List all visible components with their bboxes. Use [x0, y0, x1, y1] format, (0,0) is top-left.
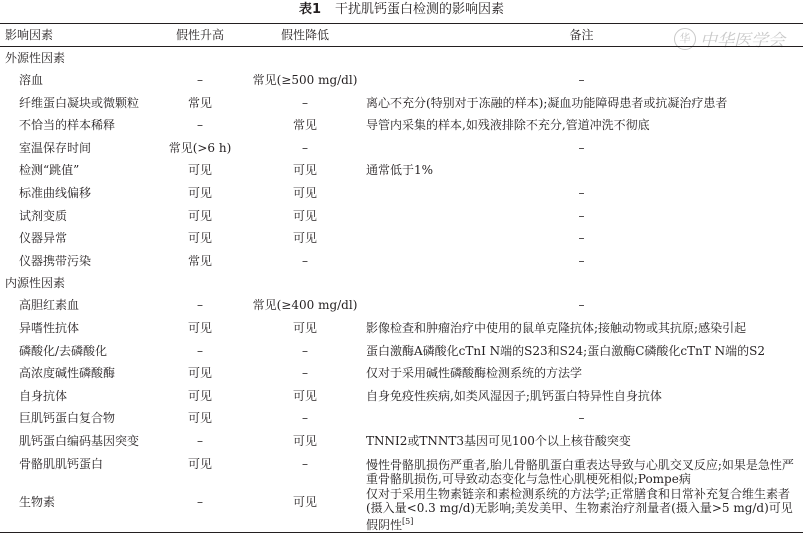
table-row [0, 159, 803, 182]
table-row [0, 92, 803, 115]
header-false-decrease: 假性降低 [250, 24, 360, 47]
decrease-cell: 常见(≥400 mg/dl) [252, 298, 358, 313]
increase-cell: – [197, 343, 203, 358]
decrease-cell: 可见 [292, 231, 317, 246]
factor-cell: 磷酸化/去磷酸化 [19, 343, 108, 358]
factor-cell: 检测“跳值” [19, 163, 80, 178]
increase-cell: 可见 [187, 320, 212, 335]
remark-cell: 仅对于采用碱性磷酸酶检测系统的方法学 [366, 366, 583, 381]
factor-cell: 骨骼肌肌钙蛋白 [19, 456, 104, 471]
increase-cell: 常见 [187, 253, 212, 268]
factor-cell: 溶血 [19, 73, 44, 87]
increase-cell: 常见 [187, 95, 212, 110]
header-false-increase: 假性升高 [150, 24, 250, 47]
factor-cell: 试剂变质 [19, 208, 68, 223]
remark-cell: – [578, 208, 585, 223]
table-row [0, 137, 803, 160]
increase-cell: 可见 [187, 163, 212, 178]
decrease-cell: – [302, 140, 308, 155]
decrease-cell: – [302, 456, 308, 471]
remark-cell: – [578, 73, 585, 87]
increase-cell: 可见 [187, 231, 212, 246]
decrease-cell: 可见 [250, 486, 360, 533]
watermark-text: 中华医学会 [700, 31, 785, 51]
table-row [0, 250, 803, 273]
table-row [0, 69, 803, 92]
table-row [0, 317, 803, 340]
decrease-cell: 可见 [292, 163, 317, 178]
decrease-cell: 可见 [292, 433, 317, 448]
remark-cell: – [578, 253, 585, 268]
table-row [0, 385, 803, 408]
seal-icon: 华 [674, 28, 696, 50]
table-row [0, 362, 803, 385]
remark-cell: – [578, 185, 585, 200]
table-row [0, 407, 803, 430]
table-row [0, 205, 803, 228]
decrease-cell: 常见(≥500 mg/dl) [252, 73, 358, 87]
remark-text: 仅对于采用生物素链亲和素检测系统的方法学;正常膳食和日常补充复合维生素者(摄入量<0.3 mg/d)无影响;美发美甲、生物素治疗剂量者(摄入量>5 mg/d)可见假阴性 [366, 486, 793, 532]
factor-cell: 室温保存时间 [19, 140, 92, 155]
factor-cell: 仪器携带污染 [19, 253, 92, 268]
decrease-cell: 可见 [292, 185, 317, 200]
decrease-cell: – [302, 343, 308, 358]
factor-cell: 高胆红素血 [19, 298, 80, 313]
table-row [0, 453, 803, 486]
increase-cell: – [197, 118, 203, 133]
remark-cell: – [578, 231, 585, 246]
table-row [0, 340, 803, 363]
header-row [0, 24, 803, 47]
remark-cell: 通常低于1% [366, 163, 434, 178]
increase-cell: 可见 [187, 366, 212, 381]
factor-cell: 高浓度碱性磷酸酶 [19, 366, 116, 381]
increase-cell: 可见 [187, 456, 212, 471]
remark-cell: 蛋白激酶A磷酸化cTnI N端的S23和S24;蛋白激酶C磷酸化cTnT N端的S2 [366, 343, 766, 358]
decrease-cell: – [302, 411, 308, 426]
increase-cell: 常见(>6 h) [168, 140, 232, 155]
header-factor: 影响因素 [0, 24, 150, 47]
remark-cell: – [578, 140, 585, 155]
remark-cell: TNNI2或TNNT3基因可见100个以上核苷酸突变 [366, 433, 631, 448]
increase-cell: – [150, 486, 250, 533]
remark-cell: 影像检查和肿瘤治疗中使用的鼠单克隆抗体;接触动物或其抗原;感染引起 [366, 320, 747, 335]
increase-cell: – [197, 433, 203, 448]
factor-cell: 自身抗体 [19, 388, 68, 403]
table-row [0, 486, 803, 533]
decrease-cell: – [302, 95, 308, 110]
table-row [0, 294, 803, 317]
decrease-cell: 可见 [292, 320, 317, 335]
reference-marker: [5] [402, 516, 414, 526]
decrease-cell: 可见 [292, 208, 317, 223]
factor-cell: 不恰当的样本稀释 [19, 118, 116, 133]
table-row [0, 182, 803, 205]
table-row [0, 227, 803, 250]
increase-cell: – [197, 298, 203, 313]
section-title-exogenous: 外源性因素 [5, 51, 66, 65]
factor-cell: 仪器异常 [19, 231, 68, 246]
interference-table [0, 23, 803, 533]
remark-cell: – [578, 298, 585, 313]
decrease-cell: – [302, 366, 308, 381]
decrease-cell: 常见 [292, 118, 317, 133]
increase-cell: 可见 [187, 388, 212, 403]
table-row [0, 430, 803, 453]
remark-cell: – [578, 411, 585, 426]
factor-cell: 生物素 [0, 486, 150, 533]
remark-cell: 自身免疫性疾病,如类风湿因子;肌钙蛋白特异性自身抗体 [366, 388, 662, 403]
header-remarks: 备注 [360, 24, 803, 47]
table-row [0, 114, 803, 137]
factor-cell: 肌钙蛋白编码基因突变 [19, 433, 140, 448]
increase-cell: – [197, 73, 203, 87]
decrease-cell: – [302, 253, 308, 268]
table-title: 干扰肌钙蛋白检测的影响因素 [335, 2, 505, 17]
table-caption [0, 0, 803, 20]
increase-cell: 可见 [187, 208, 212, 223]
remark-cell: 慢性骨骼肌损伤严重者,胎儿骨骼肌蛋白重表达导致与心肌交叉反应;如果是急性严重骨骼肌损伤,可导致动态变化与急性心肌梗死相似;Pompe病 [366, 457, 794, 486]
increase-cell: 可见 [187, 411, 212, 426]
remark-cell [360, 486, 803, 533]
factor-cell: 标准曲线偏移 [19, 185, 92, 200]
table-number: 表1 [298, 2, 322, 17]
section-title-endogenous: 内源性因素 [5, 276, 66, 291]
factor-cell: 异嗜性抗体 [19, 320, 80, 335]
remark-cell: 离心不充分(特别对于冻融的样本);凝血功能障碍患者或抗凝治疗患者 [366, 95, 728, 110]
increase-cell: 可见 [187, 185, 212, 200]
factor-cell: 纤维蛋白凝块或微颗粒 [19, 95, 140, 110]
factor-cell: 巨肌钙蛋白复合物 [19, 411, 116, 426]
decrease-cell: 可见 [292, 388, 317, 403]
remark-cell: 导管内采集的样本,如残液排除不充分,管道冲洗不彻底 [366, 118, 650, 133]
